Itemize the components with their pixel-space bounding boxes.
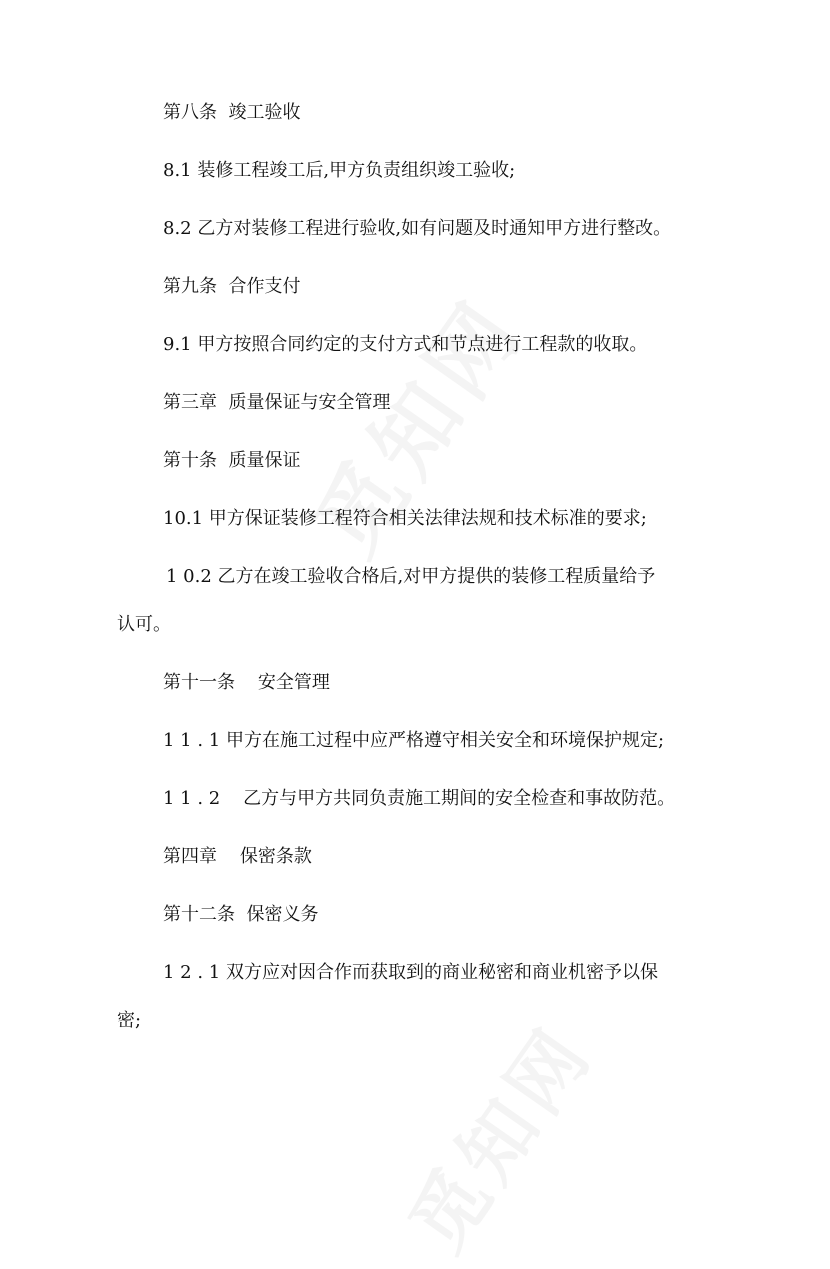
clause-text: 1 1 . 1 甲方在施工过程中应严格遵守相关安全和环境保护规定;	[163, 730, 665, 751]
clause-text: 1 0.2 乙方在竣工验收合格后,对甲方提供的装修工程质量给予	[166, 566, 656, 587]
article-heading: 第十一条 安全管理	[163, 672, 330, 693]
clause-text: 9.1 甲方按照合同约定的支付方式和节点进行工程款的收取。	[163, 334, 648, 355]
clause-text-continuation: 密;	[117, 1010, 142, 1031]
article-heading: 第十条 质量保证	[163, 450, 301, 471]
article-heading: 第十二条 保密义务	[163, 904, 319, 925]
clause-text: 8.1 装修工程竣工后,甲方负责组织竣工验收;	[163, 160, 516, 181]
clause-text: 1 1 . 2 乙方与甲方共同负责施工期间的安全检查和事故防范。	[163, 788, 676, 809]
clause-text-continuation: 认可。	[117, 614, 171, 635]
watermark	[379, 1000, 613, 1269]
article-heading: 第九条 合作支付	[163, 276, 301, 297]
clause-text: 10.1 甲方保证装修工程符合相关法律法规和技术标准的要求;	[163, 508, 647, 529]
clause-text: 8.2 乙方对装修工程进行验收,如有问题及时通知甲方进行整改。	[163, 218, 672, 239]
article-heading: 第八条 竣工验收	[163, 102, 301, 123]
chapter-heading: 第四章 保密条款	[163, 846, 312, 867]
chapter-heading: 第三章 质量保证与安全管理	[163, 392, 391, 413]
clause-text: 1 2 . 1 双方应对因合作而获取到的商业秘密和商业机密予以保	[163, 962, 658, 983]
